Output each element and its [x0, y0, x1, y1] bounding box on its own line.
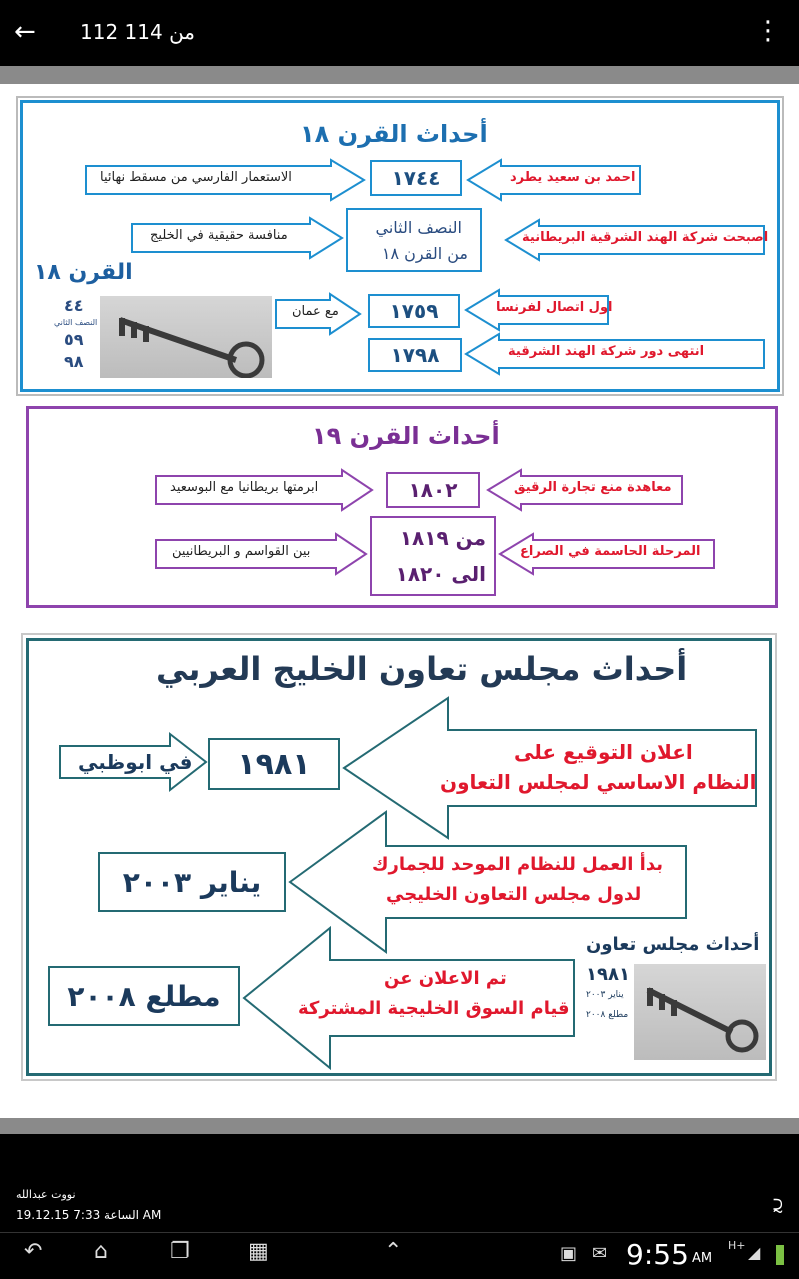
gcc-side-title: أحداث مجلس تعاون — [586, 934, 760, 955]
gcc-row1-year: ١٩٨١ — [237, 746, 311, 782]
c18-side-l4: ٩٨ — [64, 352, 84, 371]
worksheet-image — [0, 84, 799, 1118]
home-nav-icon[interactable]: ⌂ — [94, 1239, 108, 1264]
more-vert-icon[interactable]: ⋮ — [755, 16, 781, 46]
top-app-bar — [0, 0, 799, 66]
c18-row1-left-text: الاستعمار الفارسي من مسقط نهائيا — [100, 170, 292, 185]
screenshot-icon[interactable]: ▦ — [248, 1239, 269, 1264]
gcc-side-l3: مطلع ٢٠٠٨ — [586, 1010, 629, 1020]
gcc-row1-right2: النظام الاساسي لمجلس التعاون — [440, 770, 757, 794]
c18-side-l1: ٤٤ — [64, 296, 84, 315]
gcc-row2-right1: بدأ العمل للنظام الموحد للجمارك — [372, 854, 663, 875]
gcc-row3-year: مطلع ٢٠٠٨ — [67, 979, 221, 1013]
c18-row2-mid2: من القرن ١٨ — [381, 244, 468, 263]
recents-nav-icon[interactable]: ❐ — [170, 1239, 190, 1264]
key-icon — [634, 964, 766, 1060]
signal-icon: ◢ — [748, 1243, 761, 1262]
c18-side-title: القرن ١٨ — [34, 260, 133, 285]
c19-title: أحداث القرن ١٩ — [312, 422, 500, 450]
c19-row2-left-text: بين القواسم و البريطانيين — [172, 544, 311, 559]
system-navigation-bar — [0, 1232, 799, 1279]
c18-row3-year-box — [368, 294, 460, 328]
gcc-row2-year: يناير ٢٠٠٣ — [122, 865, 262, 899]
share-icon[interactable]: ⫈ — [772, 1196, 783, 1217]
gcc-side-l1: ١٩٨١ — [586, 964, 630, 985]
c18-row4-right-text: انتهى دور شركة الهند الشرقية — [508, 344, 705, 359]
c18-row2-mid-box — [346, 208, 482, 272]
c18-row3-right-text: اول اتصال لفرنسا — [496, 300, 613, 315]
key-icon — [100, 296, 272, 378]
c18-row3-left-text: مع عمان — [292, 304, 339, 319]
c19-row2-mid1: من ١٨١٩ — [399, 526, 486, 550]
status-ampm: AM — [692, 1251, 713, 1266]
gcc-row2-year-box — [98, 852, 286, 912]
c19-row1-year-box — [386, 472, 480, 508]
c18-row2-mid1: النصف الثاني — [375, 218, 462, 237]
c19-row1-right-text: معاهدة منع تجارة الرقيق — [514, 480, 672, 495]
gcc-row1-left-text: في ابوظبي — [78, 750, 193, 774]
c18-row4-year: ١٧٩٨ — [390, 343, 440, 367]
c19-row2-mid-box — [370, 516, 496, 596]
c18-row4-year-box — [368, 338, 462, 372]
c18-row3-year: ١٧٥٩ — [389, 299, 439, 323]
back-arrow-icon[interactable]: ← — [14, 17, 36, 47]
battery-icon — [776, 1245, 784, 1265]
c19-row2-mid2: الى ١٨٢٠ — [395, 562, 486, 586]
gallery-notification-icon: ▣ — [560, 1243, 578, 1264]
c18-side-l2: النصف الثاني — [54, 318, 98, 327]
mail-notification-icon: ✉ — [592, 1243, 608, 1264]
c19-row1-left-text: ابرمتها بريطانيا مع البوسعيد — [170, 480, 319, 495]
image-viewer[interactable] — [0, 66, 799, 1134]
c18-side-l3: ٥٩ — [64, 330, 84, 349]
gcc-row3-right2: قيام السوق الخليجية المشتركة — [298, 998, 570, 1019]
gcc-side-l2: يناير ٢٠٠٣ — [586, 990, 624, 1000]
gcc-row3-right1: تم الاعلان عن — [384, 968, 507, 989]
c18-row2-right-text: اصبحت شركة الهند الشرقية البريطانية — [522, 230, 769, 245]
gcc-row1-year-box — [208, 738, 340, 790]
c19-row2-right-text: المرحلة الحاسمة في الصراع — [520, 544, 701, 559]
gcc-title: أحداث مجلس تعاون الخليج العربي — [156, 650, 688, 688]
network-type: H+ — [728, 1239, 746, 1252]
key-image-2 — [634, 964, 766, 1060]
chevron-up-icon[interactable]: ⌃ — [384, 1239, 403, 1264]
author-name: نووت عبدالله — [16, 1188, 76, 1201]
c18-title: أحداث القرن ١٨ — [300, 120, 488, 148]
c18-row1-year: ١٧٤٤ — [391, 166, 441, 190]
c18-row1-right-text: احمد بن سعيد يطرد — [510, 170, 636, 185]
page-counter: 112 من 114 — [80, 20, 196, 44]
gcc-row3-year-box — [48, 966, 240, 1026]
gcc-row1-right1: اعلان التوقيع على — [514, 740, 693, 764]
back-nav-icon[interactable]: ↶ — [24, 1239, 43, 1264]
c18-row2-left-text: منافسة حقيقية في الخليج — [150, 228, 288, 243]
c18-row1-year-box — [370, 160, 462, 196]
bottom-panel — [0, 1134, 799, 1278]
status-clock: 9:55 — [626, 1238, 689, 1271]
c19-row1-year: ١٨٠٢ — [408, 478, 458, 502]
key-image-1 — [100, 296, 272, 378]
gcc-row2-right2: لدول مجلس التعاون الخليجي — [386, 884, 642, 905]
timestamp: 19.12.15 الساعة 7:33 AM — [16, 1208, 162, 1222]
